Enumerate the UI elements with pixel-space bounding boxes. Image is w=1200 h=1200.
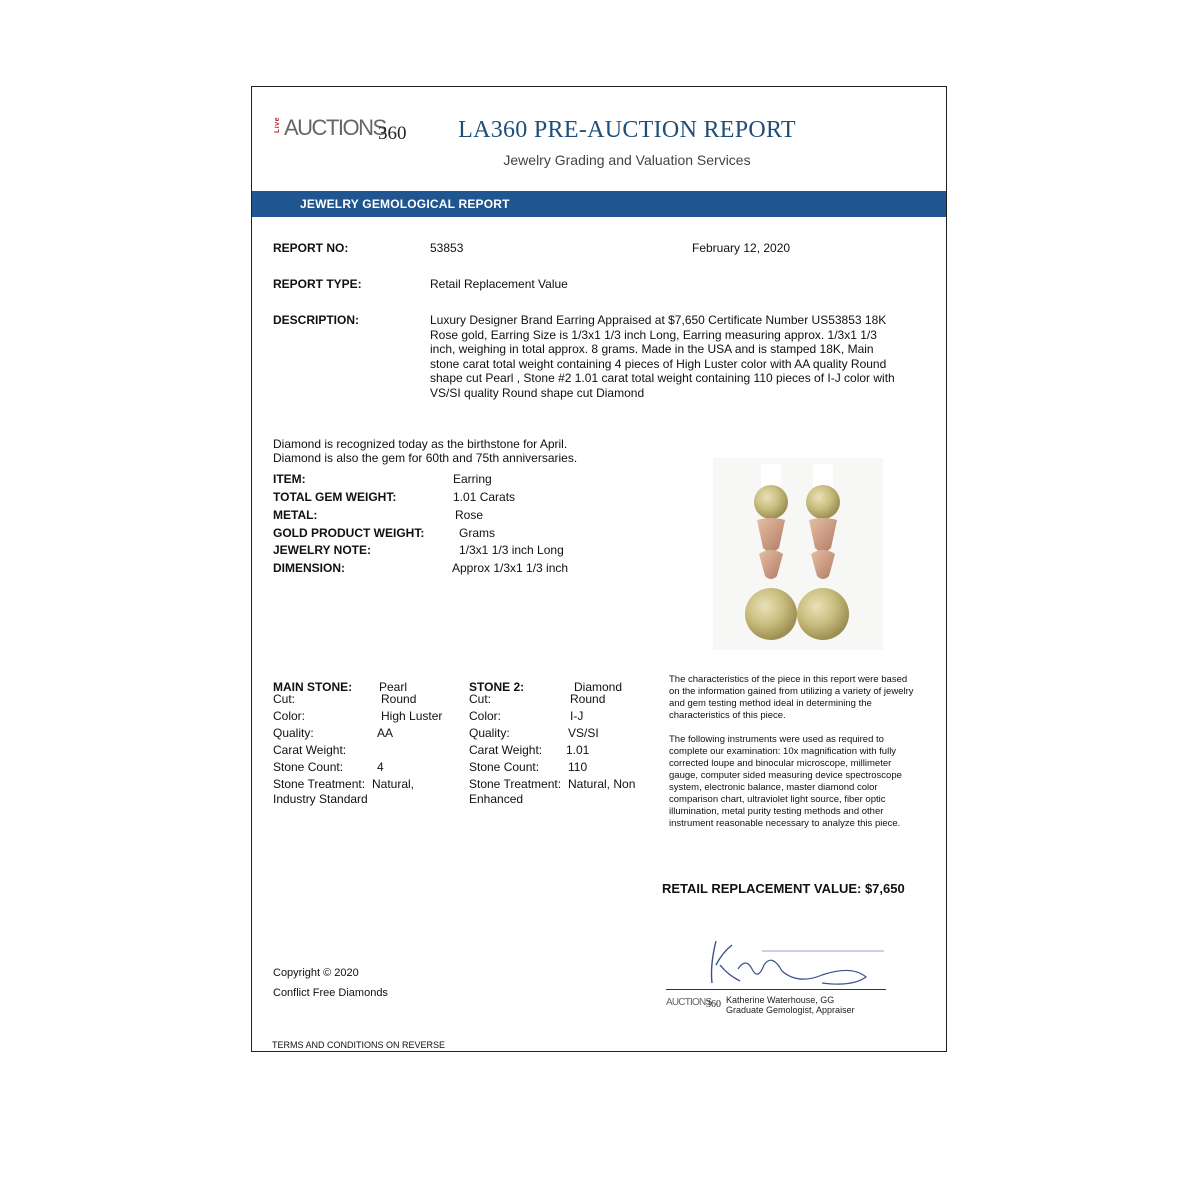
- spec-value-dimension: Approx 1/3x1 1/3 inch: [452, 561, 569, 575]
- spec-label-gold-weight: GOLD PRODUCT WEIGHT:: [273, 526, 425, 540]
- signature-logo-number: 360: [706, 999, 721, 1010]
- main-stone-cut: Round: [381, 692, 417, 706]
- stone2-carat-label: Carat Weight:: [469, 743, 543, 757]
- stone2-color: I-J: [570, 709, 584, 723]
- spec-label-jewelry-note: JEWELRY NOTE:: [273, 543, 372, 557]
- report-no-value: 53853: [430, 241, 464, 255]
- terms-note: TERMS AND CONDITIONS ON REVERSE: [272, 1040, 446, 1050]
- stone2-color-label: Color:: [469, 709, 502, 723]
- section-band-title: JEWELRY GEMOLOGICAL REPORT: [300, 197, 510, 211]
- description-label: DESCRIPTION:: [273, 313, 360, 327]
- stone2-quality: VS/SI: [568, 726, 599, 740]
- signature-logo-auctions: AUCTIONS: [666, 997, 712, 1008]
- stone2-name: Diamond: [574, 680, 623, 694]
- retail-replacement-value: RETAIL REPLACEMENT VALUE: $7,650: [662, 881, 905, 896]
- report-no-label: REPORT NO:: [273, 241, 349, 255]
- spec-value-total-gem-weight: 1.01 Carats: [453, 490, 516, 504]
- main-stone-count: 4: [377, 760, 384, 774]
- main-stone-treatment-label: Stone Treatment:: [273, 777, 366, 791]
- report-type-value: Retail Replacement Value: [430, 277, 568, 291]
- stone2-treatment: Natural, Non: [568, 777, 636, 791]
- section-band: [252, 191, 946, 217]
- right-earring: [797, 464, 849, 640]
- spec-value-gold-weight: Grams: [459, 526, 495, 540]
- spec-value-metal: Rose: [455, 508, 484, 522]
- stone2-cut: Round: [570, 692, 606, 706]
- main-stone-treatment: Natural,: [372, 777, 415, 791]
- birthstone-line-2: Diamond is also the gem for 60th and 75th anniversaries.: [273, 451, 578, 465]
- main-stone-quality-label: Quality:: [273, 726, 314, 740]
- main-stone-name: Pearl: [379, 680, 408, 694]
- spec-label-total-gem-weight: TOTAL GEM WEIGHT:: [273, 490, 397, 504]
- stone2-count-label: Stone Count:: [469, 760, 540, 774]
- left-earring: [745, 464, 797, 640]
- spec-label-metal: METAL:: [273, 508, 318, 522]
- main-stone-count-label: Stone Count:: [273, 760, 344, 774]
- main-stone-treatment-cont: Industry Standard: [273, 792, 368, 806]
- description-text: Luxury Designer Brand Earring Appraised at $7,650 Certificate Number US53853 18K Rose gold, Earring Size is 1/3x1 1/3 inch Long, Earring measuring approx. 1/3x1 1/3 inch, weighing in total approx. 8 grams. Made in the USA and is stamped 18K, Main stone carat total weight containing 4 pieces of High Luster color with AA quality Round shape cut Pearl , Stone #2 1.01 carat total weight containing 110 pieces of I-J color with VS/SI quality Round shape cut Diamond: [430, 313, 895, 400]
- main-stone-heading: MAIN STONE:: [273, 680, 353, 694]
- signature-logo: [666, 995, 726, 1011]
- birthstone-line-1: Diamond is recognized today as the birthstone for April.: [273, 437, 568, 451]
- logo-live-text: Live: [274, 117, 281, 134]
- stone2-treatment-cont: Enhanced: [469, 792, 524, 806]
- instruments-note: The following instruments were used as required to complete our examination: 10x magnification with fully corrected loupe and binocular microscope, millimeter gauge, computer sided measuring device spectroscope system, electronic balance, master diamond color comparison chart, ultraviolet light source, fiber optic illumination, metal purity testing methods and other instrument reasonable necessary to analyze this piece.: [669, 734, 902, 829]
- stone2-quality-label: Quality:: [469, 726, 510, 740]
- characteristics-note: The characteristics of the piece in this report were based on the information gained from utilizing a variety of jewelry and gem testing method ideal in determining the characteristics of this piece.: [669, 674, 914, 721]
- main-stone-carat-label: Carat Weight:: [273, 743, 347, 757]
- appraiser-name: Katherine Waterhouse, GG: [726, 995, 835, 1005]
- report-subtitle: Jewelry Grading and Valuation Services: [503, 152, 751, 168]
- spec-label-item: ITEM:: [273, 472, 306, 486]
- report-type-label: REPORT TYPE:: [273, 277, 362, 291]
- report-title: LA360 PRE-AUCTION REPORT: [458, 117, 796, 143]
- spec-value-jewelry-note: 1/3x1 1/3 inch Long: [459, 543, 564, 557]
- spec-value-item: Earring: [453, 472, 492, 486]
- report-date: February 12, 2020: [692, 241, 791, 255]
- appraiser-title: Graduate Gemologist, Appraiser: [726, 1005, 855, 1015]
- main-stone-color: High Luster: [381, 709, 443, 723]
- main-stone-quality: AA: [377, 726, 394, 740]
- main-stone-cut-label: Cut:: [273, 692, 296, 706]
- stone2-carat: 1.01: [566, 743, 590, 757]
- logo-number: 360: [378, 123, 407, 144]
- logo-auctions-text: AUCTIONS: [284, 115, 386, 140]
- product-photo: [713, 458, 883, 650]
- main-stone-color-label: Color:: [273, 709, 306, 723]
- stone2-heading: STONE 2:: [469, 680, 525, 694]
- earring-illustration: [713, 458, 883, 650]
- report-page: [251, 86, 947, 1052]
- stone2-cut-label: Cut:: [469, 692, 492, 706]
- stone2-treatment-label: Stone Treatment:: [469, 777, 562, 791]
- spec-label-dimension: DIMENSION:: [273, 561, 345, 575]
- appraiser-signature: [702, 935, 892, 991]
- signature-line: [666, 989, 886, 990]
- stone2-count: 110: [568, 760, 588, 774]
- conflict-free-text: Conflict Free Diamonds: [273, 987, 388, 999]
- copyright-text: Copyright © 2020: [273, 967, 359, 979]
- company-logo: [274, 115, 407, 149]
